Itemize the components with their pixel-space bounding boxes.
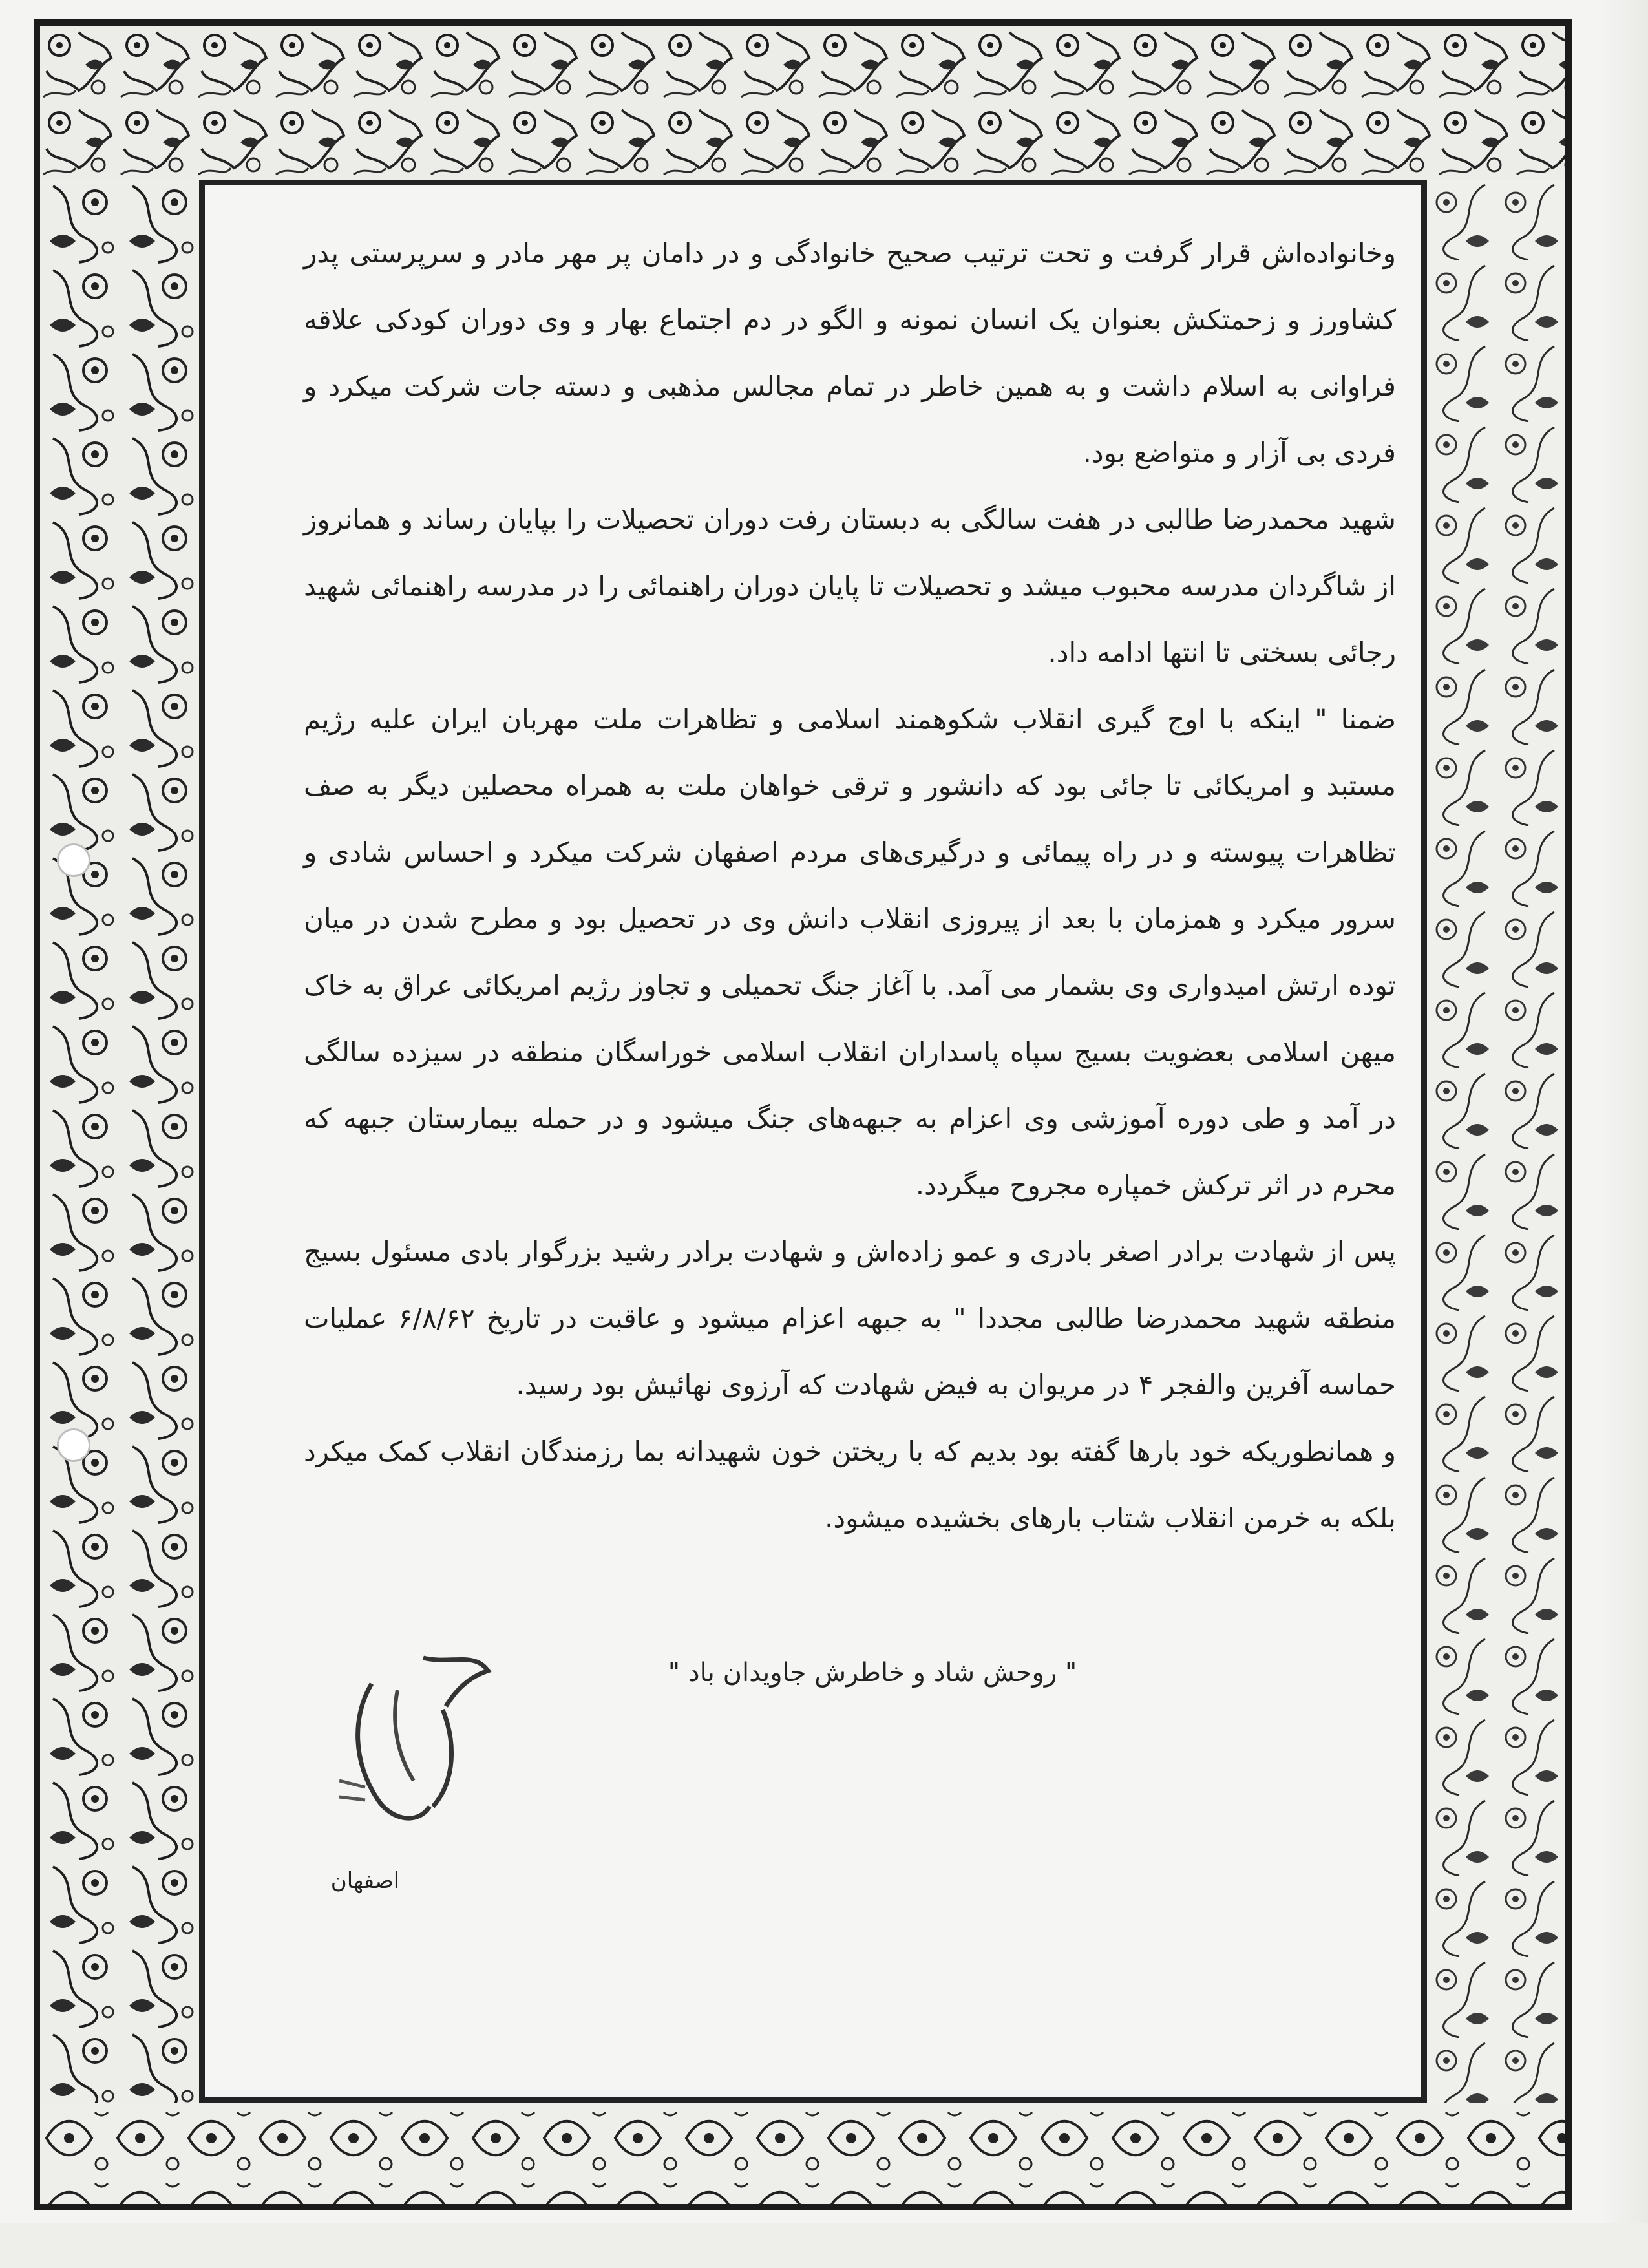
emblem-icon: [326, 1645, 494, 1839]
closing-line: " روحش شاد و خاطرش جاویدان باد ": [668, 1658, 1077, 1688]
paragraph-1: وخانواده‌اش قرار گرفت و تحت ترتیب صحیح خانوادگی و در دامان پر مهر مادر و سرپرستی پدر کشاورز و زحمتکش بعنوان یک انسان نمونه و الگو در دم اجتماع بهار و وی دوران کودکی علاقه فراوانی به اسلام داشت و به همین خاطر در تمام مجالس مذهبی و دسته جات شرکت میکرد و فردی بی آزار و متواضع بود.: [304, 237, 1396, 469]
scan-edge-right: [1596, 0, 1648, 2268]
punch-hole-bottom: [57, 1428, 90, 1462]
body-text: [304, 220, 1396, 1551]
paragraph-3: ضمنا " اینکه با اوج گیری انقلاب شکوهمند اسلامی و تظاهرات ملت مهربان ایران علیه رژیم مستبد و امریکائی تا جائی بود که دانشور و ترقی خواهان ملت به همراه محصلین دیگر به صف تظاهرات پیوسته و در راه پیمائی و درگیری‌های مردم اصفهان شرکت میکرد و احساس شادی و سرور میکرد و همزمان با بعد از پیروزی انقلاب دانش وی در تحصیل بود و مطرح شدن در میان توده ارتش امیدواری وی بشمار می آمد. با آغاز جنگ تحمیلی و تجاوز رژیم امریکائی عراق به خاک میهن اسلامی بعضویت بسیج سپاه پاسداران انقلاب اسلامی خوراسگان منطقه در سیزده سالگی در آمد و طی دوره آموزشی وی اعزام به جبهه‌های جنگ میشود و در حمله بیمارستان جبهه که محرم در اثر ترکش خمپاره مجروح میگردد.: [304, 703, 1396, 1201]
emblem-caption: اصفهان: [330, 1868, 400, 1894]
punch-hole-top: [57, 843, 90, 877]
paragraph-4: پس از شهادت برادر اصغر بادری و عمو زاده‌اش و شهادت برادر رشید بزرگوار بادی مسئول بسیج منطقه شهید محمدرضا طالبی مجددا " به جبهه اعزام میشود و عاقبت در تاریخ ۶/۸/۶۲ عملیات حماسه آفرین والفجر ۴ در مریوان به فیض شهادت که آرزوی نهائیش بود رسید.: [304, 1236, 1396, 1401]
scan-edge-bottom: [0, 2223, 1648, 2268]
paragraph-2: شهید محمدرضا طالبی در هفت سالگی به دبستان رفت دوران تحصیلات را بپایان رساند و همانروز از شاگردان مدرسه محبوب میشد و تحصیلات تا پایان دوران راهنمائی را در مدرسه راهنمائی شهید رجائی بسختی تا انتها ادامه داد.: [304, 503, 1396, 668]
paragraph-5: و همانطوریکه خود بارها گفته بود بدیم که با ریختن خون شهیدانه بما رزمندگان انقلاب کمک میکرد بلکه به خرمن انقلاب شتاب بارهای بخشیده میشود.: [304, 1436, 1396, 1534]
